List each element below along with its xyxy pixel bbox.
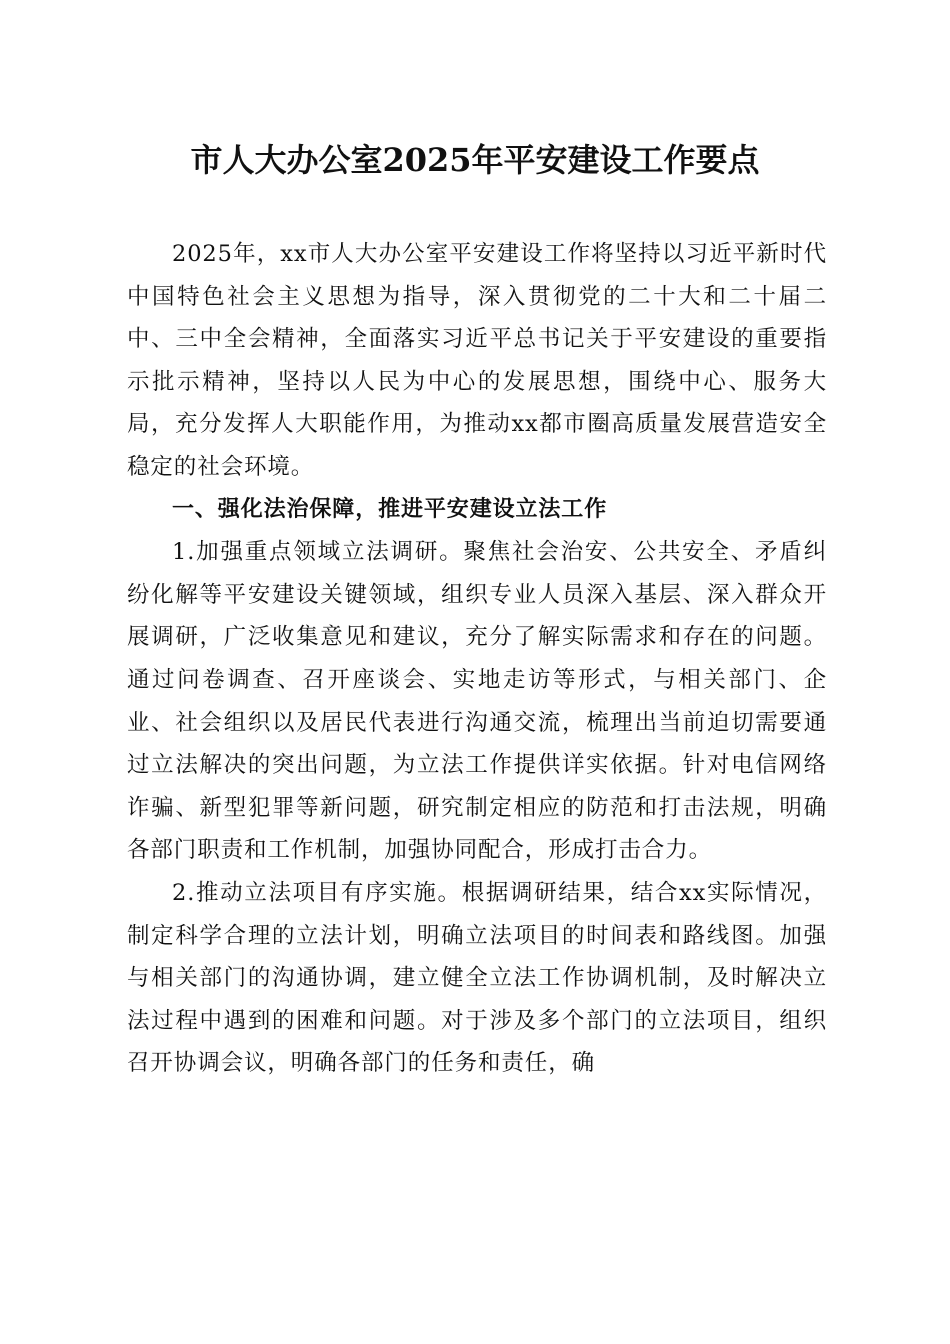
document-body (127, 233, 827, 1085)
document-title: 市人大办公室2025年平安建设工作要点 (190, 141, 760, 179)
section-1-item-2: 2.推动立法项目有序实施。根据调研结果，结合xx实际情况，制定科学合理的立法计划，明确立法项目的时间表和路线图。加强与相关部门的沟通协调，建立健全立法工作协调机制，及时解决立法过程中遇到的困难和问题。对于涉及多个部门的立法项目，组织召开协调会议，明确各部门的任务和责任，确 (127, 879, 827, 1077)
intro-paragraph: 2025年，xx市人大办公室平安建设工作将坚持以习近平新时代中国特色社会主义思想为指导，深入贯彻党的二十大和二十届二中、三中全会精神，全面落实习近平总书记关于平安建设的重要指示批示精神，坚持以人民为中心的发展思想，围绕中心、服务大局，充分发挥人大职能作用，为推动xx都市圈高质量发展营造安全稳定的社会环境。 (127, 241, 827, 480)
section-heading-1: 一、强化法治保障，推进平安建设立法工作 (172, 496, 608, 522)
section-1-item-1: 1.加强重点领域立法调研。聚焦社会治安、公共安全、矛盾纠纷化解等平安建设关键领域，组织专业人员深入基层、深入群众开展调研，广泛收集意见和建议，充分了解实际需求和存在的问题。通过问卷调查、召开座谈会、实地走访等形式，与相关部门、企业、社会组织以及居民代表进行沟通交流，梳理出当前迫切需要通过立法解决的突出问题，为立法工作提供详实依据。针对电信网络诈骗、新型犯罪等新问题，研究制定相应的防范和打击法规，明确各部门职责和工作机制，加强协同配合，形成打击合力。 (127, 539, 827, 864)
